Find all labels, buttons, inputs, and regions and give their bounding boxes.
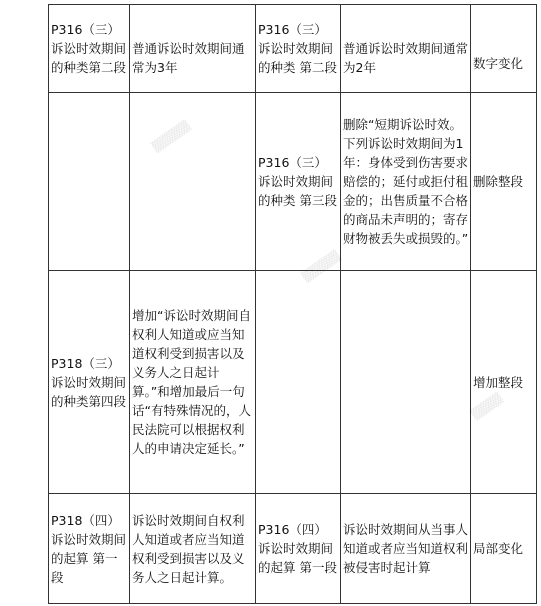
old-location-cell xyxy=(256,271,341,494)
table-row xyxy=(49,494,537,604)
change-type-cell: 局部变化 xyxy=(471,494,537,604)
old-location-cell: P316（三）诉讼时效期间的种类 第二段 xyxy=(256,5,341,93)
new-location-cell: P316（三）诉讼时效期间的种类第二段 xyxy=(49,5,130,93)
old-content-cell: 删除“短期诉讼时效。下列诉讼时效期间为1年：身体受到伤害要求赔偿的；延付或拒付租金的；出售质量不合格的商品未声明的；寄存财物被丢失或损毁的。” xyxy=(341,93,471,271)
old-location-cell: P316（三）诉讼时效期间的种类 第三段 xyxy=(256,93,341,271)
revision-comparison-table xyxy=(48,4,537,604)
new-content-cell: 普通诉讼时效期间通常为3年 xyxy=(130,5,256,93)
table-row xyxy=(49,271,537,494)
new-content-cell xyxy=(130,93,256,271)
table-row xyxy=(49,93,537,271)
change-type-cell: 增加整段 xyxy=(471,271,537,494)
new-location-cell: P318（三）诉讼时效期间的种类第四段 xyxy=(49,271,130,494)
watermark-mark: ▒▒▒▒▒ xyxy=(300,249,343,284)
new-location-cell xyxy=(49,93,130,271)
table-row xyxy=(49,5,537,93)
old-content-cell xyxy=(341,271,471,494)
old-content-cell: 诉讼时效期间从当事人知道或者应当知道权利被侵害时起计算 xyxy=(341,494,471,604)
new-location-cell: P318（四）诉讼时效期间的起算 第一段 xyxy=(49,494,130,604)
change-type-cell: 删除整段 xyxy=(471,93,537,271)
change-type-cell: 数字变化 xyxy=(471,5,537,93)
old-location-cell: P316（四）诉讼时效期间的起算 第一段 xyxy=(256,494,341,604)
old-content-cell: 普通诉讼时效期间通常为2年 xyxy=(341,5,471,93)
watermark-mark: ▒▒▒▒▒ xyxy=(150,119,193,154)
new-content-cell: 增加“诉讼时效期间自权利人知道或应当知道权利受到损害以及义务人之日起计算。”和增加最后一句话“有特殊情况的，人民法院可以根据权利人的申请决定延长。” xyxy=(130,271,256,494)
new-content-cell: 诉讼时效期间自权利人知道或者应当知道权利受到损害以及义务人之日起计算。 xyxy=(130,494,256,604)
watermark-mark: ▒▒▒▒ xyxy=(469,391,505,422)
